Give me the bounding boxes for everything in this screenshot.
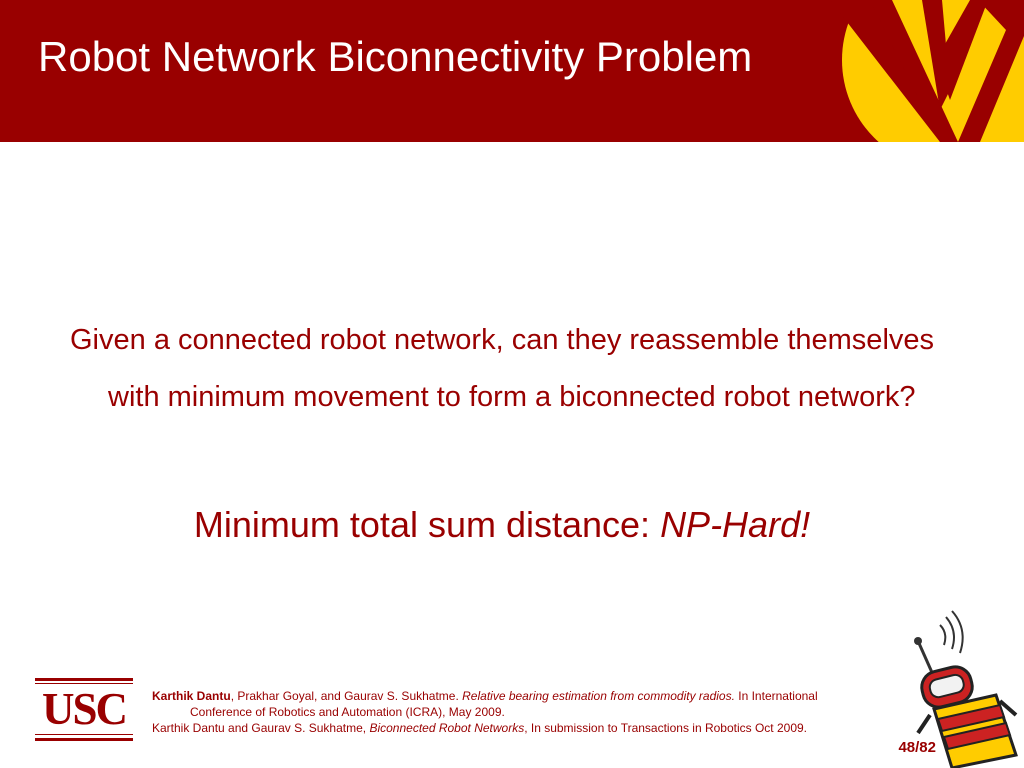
question-paragraph: Given a connected robot network, can they reassemble themselves with minimum movement to form a biconnected robot network? bbox=[70, 324, 935, 413]
reference-venue: In International Conference of Robotics and Automation (ICRA), May 2009. bbox=[190, 689, 818, 719]
slide-title: Robot Network Biconnectivity Problem bbox=[38, 33, 753, 80]
usc-logo bbox=[35, 676, 133, 742]
usc-logo-bottom-thin-rule bbox=[35, 734, 133, 735]
reference-authors: , Prakhar Goyal, and Gaurav S. Sukhatme. bbox=[230, 689, 463, 703]
result-line bbox=[0, 503, 1004, 546]
references bbox=[152, 688, 852, 736]
reference-authors: Karthik Dantu and Gaurav S. Sukhatme, bbox=[152, 721, 370, 735]
usc-logo-text: USC bbox=[41, 684, 127, 734]
reference-title: Relative bearing estimation from commodity radios. bbox=[462, 689, 735, 703]
usc-logo-bottom-rule bbox=[35, 738, 133, 741]
usc-logo-top-rule bbox=[35, 678, 133, 681]
reference-item bbox=[152, 688, 852, 720]
robot-icon bbox=[900, 605, 1024, 768]
header-band bbox=[0, 0, 1024, 142]
page-number: 48/82 bbox=[898, 739, 936, 756]
result-prefix: Minimum total sum distance: bbox=[193, 504, 661, 545]
result-emphasis: NP-Hard! bbox=[660, 504, 811, 545]
reference-title: Biconnected Robot Networks bbox=[369, 721, 525, 735]
reference-venue: , In submission to Transactions in Robotics Oct 2009. bbox=[524, 721, 808, 735]
reference-lead-author: Karthik Dantu bbox=[152, 689, 231, 703]
v-logo-icon bbox=[830, 0, 1024, 142]
reference-item bbox=[152, 720, 852, 736]
